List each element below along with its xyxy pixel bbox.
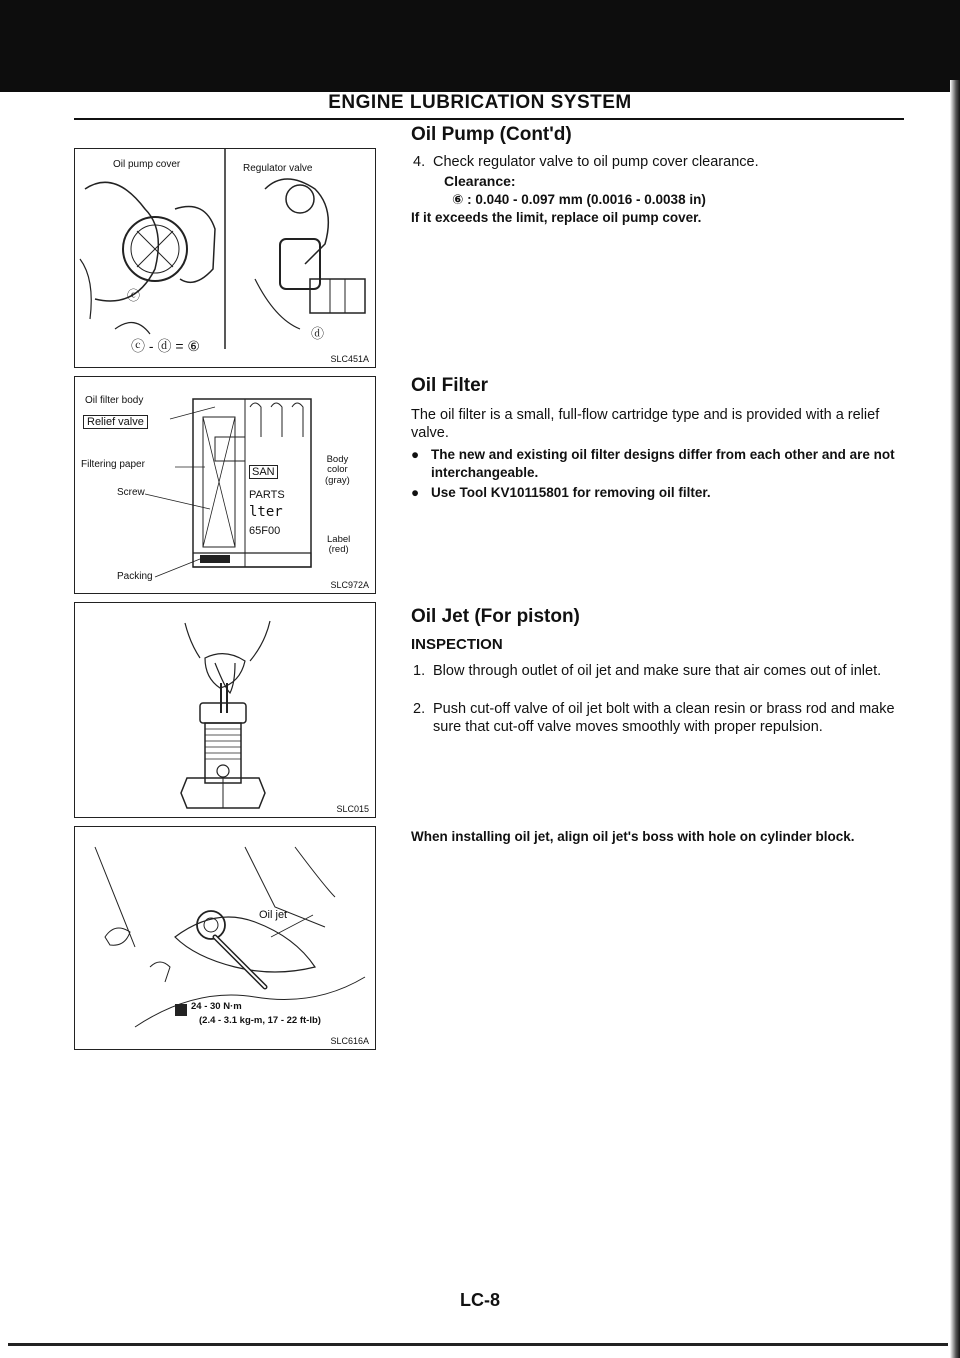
figure-code: SLC015 [336, 804, 369, 814]
step-text: Push cut-off valve of oil jet bolt with a clean resin or brass rod and make sure that cut-off valve moves smoothly with proper repulsion. [433, 701, 895, 735]
section-title-oil-filter: Oil Filter [411, 375, 489, 396]
label-filtering-paper: Filtering paper [81, 459, 145, 470]
bullet-dot-icon: ● [411, 485, 420, 500]
section-title-oil-jet: Oil Jet (For piston) [411, 606, 580, 627]
can-brand-text: SAN [249, 465, 278, 479]
step-number: 1. [413, 663, 426, 679]
label-oil-jet: Oil jet [259, 909, 288, 921]
figure-code: SLC451A [330, 354, 369, 364]
label-label-red: Label (red) [327, 534, 351, 556]
figure-oil-filter [74, 376, 376, 594]
torque-spec-line1: 24 - 30 N·m [191, 1001, 242, 1012]
jet-install-note: When installing oil jet, align oil jet's boss with hole on cylinder block. [411, 829, 855, 844]
section-title-oil-pump: Oil Pump (Cont'd) [411, 124, 572, 145]
can-number-text: 65F00 [249, 525, 281, 537]
label-packing: Packing [117, 571, 153, 582]
clearance-formula: ⓒ - ⓓ = ⑥ [131, 338, 200, 354]
label-screw: Screw [117, 487, 145, 498]
label-d: ⓓ [311, 326, 325, 341]
label-regulator-valve: Regulator valve [243, 163, 313, 174]
bullet-text: The new and existing oil filter designs differ from each other and are not interchangeable. [431, 447, 895, 480]
figure-pump-cover-clearance [74, 148, 376, 368]
filter-intro: The oil filter is a small, full-flow cartridge type and is provided with a relief valve. [411, 407, 880, 441]
can-lter-text: lter [249, 504, 283, 520]
scan-bottom-rule [8, 1343, 948, 1346]
oil-jet-inspection-illustration [75, 603, 377, 819]
torque-spec-line2: (2.4 - 3.1 kg-m, 17 - 22 ft-lb) [199, 1015, 321, 1026]
filter-bullet [411, 446, 909, 482]
jet-step [413, 700, 909, 754]
label-c: ⓒ [127, 288, 141, 303]
scan-right-edge [950, 80, 960, 1358]
page-header-title: ENGINE LUBRICATION SYSTEM [328, 92, 632, 113]
label-body-color: Body color (gray) [325, 454, 350, 486]
figure-code: SLC972A [330, 580, 369, 590]
step-text: Blow through outlet of oil jet and make sure that air comes out of inlet. [433, 663, 882, 679]
clearance-label: Clearance: [444, 173, 516, 189]
can-parts-text: PARTS [249, 489, 285, 501]
step-text: Check regulator valve to oil pump cover clearance. [433, 154, 759, 170]
label-oil-filter-body: Oil filter body [85, 395, 144, 406]
jet-step [413, 662, 909, 698]
bullet-dot-icon: ● [411, 447, 420, 462]
pump-replace-note: If it exceeds the limit, replace oil pump cover. [411, 210, 702, 225]
scan-top-border [0, 0, 960, 92]
inspection-heading: INSPECTION [411, 636, 503, 653]
label-oil-pump-cover: Oil pump cover [113, 159, 181, 170]
header-rule [74, 118, 904, 120]
label-relief-valve: Relief valve [83, 415, 148, 429]
bullet-text: Use Tool KV10115801 for removing oil filter. [431, 485, 711, 500]
figure-oil-jet-inspection [74, 602, 376, 818]
clearance-value: ⑥ : 0.040 - 0.097 mm (0.0016 - 0.0038 in) [452, 192, 706, 207]
figure-oil-jet-install [74, 826, 376, 1050]
step-number: 2. [413, 701, 426, 717]
page-number: LC-8 [460, 1290, 500, 1310]
step-number: 4. [413, 154, 426, 170]
figure-code: SLC616A [330, 1036, 369, 1046]
pump-cover-illustration [75, 149, 377, 369]
filter-bullet [411, 484, 909, 502]
